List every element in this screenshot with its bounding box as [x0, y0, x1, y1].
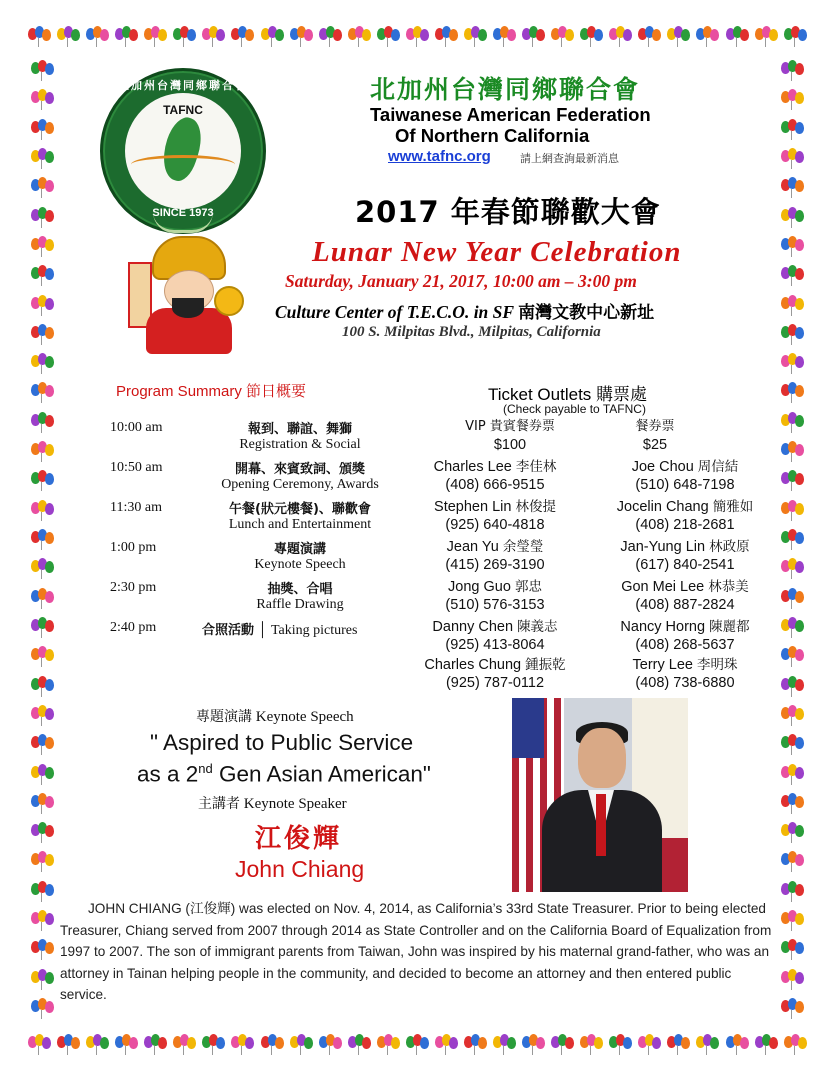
balloon-icon	[522, 1034, 546, 1056]
balloon-icon	[31, 119, 55, 141]
contact-name-line	[595, 618, 775, 636]
speaker-portrait	[512, 698, 688, 892]
contact-name-line	[405, 498, 585, 516]
program-en: Lunch and Entertainment	[228, 517, 372, 532]
keynote-title-line2	[137, 761, 431, 788]
balloon-icon	[781, 177, 805, 199]
balloon-icon	[781, 617, 805, 639]
website-note: 請上網查詢最新消息	[520, 152, 619, 165]
balloon-icon	[781, 676, 805, 698]
event-date-text: January 21, 2017,	[353, 271, 493, 291]
tie	[596, 794, 606, 856]
balloon-icon	[781, 265, 805, 287]
balloon-border-left	[28, 60, 58, 1020]
balloon-icon	[31, 705, 55, 727]
event-title-en: Lunar New Year Celebration	[312, 236, 682, 268]
program-zh: 開幕、來賓致詞、頒獎	[234, 462, 365, 477]
balloon-icon	[580, 1034, 604, 1056]
contact-name-zh: 林恭美	[708, 579, 749, 595]
balloon-icon	[31, 89, 55, 111]
balloon-icon	[781, 295, 805, 317]
balloon-icon	[781, 500, 805, 522]
balloon-icon	[290, 1034, 314, 1056]
balloon-icon	[173, 1034, 197, 1056]
balloon-icon	[31, 764, 55, 786]
program-zh: 抽獎、合唱	[267, 582, 333, 597]
balloon-icon	[348, 1034, 372, 1056]
program-zh: 專題演講	[273, 542, 326, 557]
ticket-contact	[595, 498, 775, 534]
balloon-icon	[57, 26, 81, 48]
contact-name-zh: 李明珠	[696, 657, 738, 673]
balloon-icon	[28, 1034, 52, 1056]
balloon-icon	[31, 441, 55, 463]
program-separator: │	[254, 623, 271, 638]
balloon-icon	[435, 26, 459, 48]
balloon-icon	[781, 412, 805, 434]
contact-phone: (408) 218-2681	[635, 517, 735, 533]
program-zh: 合照活動	[202, 623, 255, 638]
balloon-icon	[31, 324, 55, 346]
program-item	[110, 458, 410, 498]
head	[578, 728, 626, 788]
speaker-label-zh: 主講者	[198, 796, 240, 812]
balloon-icon	[781, 998, 805, 1020]
program-en: Keynote Speech	[254, 557, 346, 572]
balloon-icon	[781, 470, 805, 492]
contact-name-line	[405, 538, 585, 556]
balloon-icon	[31, 295, 55, 317]
keynote-title-line1: " Aspired to Public Service	[150, 730, 414, 755]
balloon-icon	[31, 910, 55, 932]
balloon-icon	[781, 529, 805, 551]
balloon-icon	[144, 26, 168, 48]
program-title-en: Program Summary	[116, 383, 247, 400]
balloon-border-bottom	[28, 1030, 808, 1060]
balloon-icon	[781, 207, 805, 229]
balloon-icon	[784, 26, 808, 48]
beard-icon	[172, 298, 204, 318]
balloon-icon	[290, 26, 314, 48]
balloon-icon	[781, 558, 805, 580]
balloon-icon	[86, 26, 110, 48]
program-time: 2:40 pm	[110, 620, 157, 635]
balloon-icon	[31, 412, 55, 434]
logo-ring-text: 北加州台灣同鄉聯合會	[118, 80, 248, 92]
god-of-wealth-illustration	[122, 236, 242, 354]
balloon-icon	[377, 26, 401, 48]
balloon-icon	[173, 26, 197, 48]
contact-name-zh: 余瑩瑩	[502, 539, 544, 555]
program-zh: 報到、聯誼、舞獅	[247, 422, 352, 437]
logo-since: SINCE 1973	[152, 207, 214, 219]
balloon-icon	[31, 734, 55, 756]
program-item	[110, 418, 410, 458]
ticket-contact	[595, 458, 775, 494]
balloon-icon	[31, 470, 55, 492]
balloon-icon	[86, 1034, 110, 1056]
program-item	[110, 578, 410, 618]
program-zh: 午餐(狀元樓餐)、聯歡會	[229, 502, 371, 517]
contact-name-zh: 林俊提	[515, 499, 556, 515]
balloon-icon	[31, 558, 55, 580]
ticket-contact	[405, 498, 585, 534]
balloon-icon	[580, 26, 604, 48]
contact-name-line	[405, 618, 585, 636]
coin-icon	[214, 286, 244, 316]
balloon-icon	[31, 177, 55, 199]
balloon-icon	[31, 148, 55, 170]
balloon-icon	[781, 851, 805, 873]
us-flag-canton	[512, 698, 544, 758]
balloon-icon	[726, 1034, 750, 1056]
contact-name: Jocelin Chang	[616, 499, 713, 515]
program-en: Taking pictures	[270, 623, 358, 638]
contact-name: Charles Lee	[433, 459, 516, 475]
ticket-contact	[405, 458, 585, 494]
balloon-icon	[31, 265, 55, 287]
contact-name-zh: 陳麗都	[709, 619, 750, 635]
balloon-icon	[31, 881, 55, 903]
keynote-title-post: Gen Asian American"	[212, 761, 431, 787]
balloon-icon	[31, 353, 55, 375]
ticket-title-en: Ticket Outlets	[488, 385, 597, 404]
speaker-bio: JOHN CHIANG (江俊輝) was elected on Nov. 4, 2014, as California’s 33rd State Treasurer. Prior to being elected Treasurer, Chiang served from 2007 through 2014 as State Controller and on the California Board of Equalization from 1997 to 2007. The son of immigrant parents from Taiwan, John was inspired by his maternal grand-father, who was an attorney in Tainan helping people in the community, and decided to become an attorney and then entered public service.	[60, 901, 772, 1002]
balloon-icon	[781, 969, 805, 991]
balloon-icon	[781, 441, 805, 463]
balloon-icon	[781, 881, 805, 903]
ticket-contact	[595, 538, 775, 574]
balloon-icon	[667, 1034, 691, 1056]
balloon-icon	[781, 588, 805, 610]
contact-phone: (408) 268-5637	[635, 637, 735, 653]
ticket-note: (Check payable to TAFNC)	[503, 402, 646, 416]
ticket-contact	[595, 618, 775, 654]
regular-ticket	[570, 418, 740, 454]
contact-name: Jong Guo	[448, 579, 515, 595]
balloon-icon	[115, 1034, 139, 1056]
contact-name-line	[595, 498, 775, 516]
balloon-icon	[781, 705, 805, 727]
program-en: Raffle Drawing	[256, 597, 344, 612]
contact-name-line	[595, 538, 775, 556]
balloon-icon	[202, 26, 226, 48]
contact-phone: (925) 787-0112	[445, 675, 545, 691]
program-title	[116, 380, 306, 401]
ticket-contact	[405, 656, 585, 692]
balloon-icon	[638, 1034, 662, 1056]
balloon-icon	[31, 60, 55, 82]
contact-name: Nancy Horng	[620, 619, 710, 635]
balloon-icon	[781, 236, 805, 258]
contact-phone: (510) 576-3153	[445, 597, 545, 613]
contact-name: Danny Chen	[432, 619, 518, 635]
contact-name-zh: 郭忠	[514, 579, 542, 595]
balloon-icon	[667, 26, 691, 48]
program-time: 2:30 pm	[110, 580, 157, 595]
regular-ticket-price: $25	[642, 437, 668, 453]
ticket-contact	[405, 618, 585, 654]
program-time: 10:50 am	[110, 460, 163, 475]
balloon-icon	[28, 26, 52, 48]
ticket-contact	[405, 578, 585, 614]
balloon-icon	[781, 793, 805, 815]
balloon-icon	[464, 1034, 488, 1056]
contact-name: Jan-Yung Lin	[620, 539, 710, 555]
website-link[interactable]: www.tafnc.org	[388, 148, 491, 165]
keynote-title-sup: nd	[198, 761, 213, 776]
contact-name-zh: 簡雅如	[712, 499, 754, 515]
balloon-icon	[781, 822, 805, 844]
balloon-icon	[493, 26, 517, 48]
speaker-name-en: John Chiang	[235, 856, 365, 882]
balloon-icon	[551, 1034, 575, 1056]
balloon-icon	[781, 382, 805, 404]
balloon-icon	[781, 148, 805, 170]
balloon-icon	[781, 89, 805, 111]
balloon-icon	[781, 910, 805, 932]
contact-phone: (925) 413-8064	[445, 637, 545, 653]
venue-en: Culture Center of T.E.C.O. in SF	[275, 302, 519, 322]
contact-name-line	[405, 656, 585, 674]
program-item	[110, 498, 410, 538]
keynote-label-zh: 專題演講	[196, 709, 252, 725]
contact-name: Charles Chung	[424, 657, 526, 673]
tafnc-logo	[100, 68, 266, 234]
balloon-icon	[261, 1034, 285, 1056]
balloon-icon	[31, 646, 55, 668]
speaker-label-en: Keynote Speaker	[240, 796, 347, 812]
balloon-icon	[784, 1034, 808, 1056]
balloon-icon	[522, 26, 546, 48]
balloon-icon	[638, 26, 662, 48]
contact-name-line	[595, 578, 775, 596]
balloon-icon	[31, 207, 55, 229]
speaker-label	[198, 793, 347, 813]
balloon-border-right	[778, 60, 808, 1020]
vip-ticket-price: $100	[493, 437, 527, 453]
balloon-icon	[319, 1034, 343, 1056]
keynote-label-en: Keynote Speech	[252, 709, 354, 725]
balloon-icon	[31, 236, 55, 258]
balloon-border-top	[28, 22, 808, 52]
event-title-zh: 2017 年春節聯歡大會	[355, 195, 661, 229]
contact-name-line	[595, 458, 775, 476]
balloon-icon	[493, 1034, 517, 1056]
speaker-name-zh: 江俊輝	[255, 824, 343, 854]
contact-name-line	[405, 578, 585, 596]
balloon-icon	[755, 26, 779, 48]
balloon-icon	[406, 1034, 430, 1056]
program-en: Opening Ceremony, Awards	[221, 477, 379, 492]
org-name-zh: 北加州台灣同鄉聯合會	[370, 75, 641, 104]
balloon-icon	[726, 26, 750, 48]
logo-emblem	[125, 93, 241, 209]
balloon-icon	[781, 734, 805, 756]
event-date	[285, 271, 637, 292]
balloon-icon	[31, 529, 55, 551]
balloon-icon	[31, 998, 55, 1020]
contact-name-zh: 鍾振乾	[525, 657, 566, 673]
balloon-icon	[319, 26, 343, 48]
logo-abbr: TAFNC	[163, 103, 203, 117]
event-time: 10:00 am – 3:00 pm	[492, 271, 637, 291]
balloon-icon	[377, 1034, 401, 1056]
contact-phone: (408) 738-6880	[635, 675, 735, 691]
balloon-icon	[261, 26, 285, 48]
balloon-icon	[781, 60, 805, 82]
balloon-icon	[755, 1034, 779, 1056]
org-name-en-line1: Taiwanese American Federation	[370, 104, 651, 125]
balloon-icon	[435, 1034, 459, 1056]
balloon-icon	[31, 382, 55, 404]
balloon-icon	[144, 1034, 168, 1056]
balloon-icon	[57, 1034, 81, 1056]
program-time: 10:00 am	[110, 420, 163, 435]
contact-name-line	[405, 458, 585, 476]
balloon-icon	[781, 939, 805, 961]
balloon-icon	[31, 793, 55, 815]
keynote-label	[196, 706, 354, 726]
contact-phone: (925) 640-4818	[445, 517, 545, 533]
contact-name-zh: 林政原	[709, 539, 750, 555]
balloon-icon	[231, 1034, 255, 1056]
balloon-icon	[781, 353, 805, 375]
balloon-icon	[31, 822, 55, 844]
balloon-icon	[115, 26, 139, 48]
balloon-icon	[696, 26, 720, 48]
program-single-line	[202, 619, 357, 639]
program-title-zh: 節日概要	[246, 382, 307, 400]
balloon-icon	[202, 1034, 226, 1056]
golden-gate-bridge-icon	[131, 155, 235, 174]
balloon-icon	[31, 851, 55, 873]
ticket-contact	[595, 578, 775, 614]
event-address: 100 S. Milpitas Blvd., Milpitas, California	[342, 324, 601, 340]
balloon-icon	[781, 764, 805, 786]
contact-phone: (408) 887-2824	[635, 597, 735, 613]
program-time: 11:30 am	[110, 500, 162, 515]
contact-name: Jean Yu	[446, 539, 503, 555]
ticket-title-zh: 購票處	[596, 385, 648, 405]
balloon-icon	[696, 1034, 720, 1056]
balloon-icon	[609, 1034, 633, 1056]
balloon-icon	[31, 500, 55, 522]
venue-zh: 南灣文教中心新址	[518, 303, 655, 323]
balloon-icon	[31, 969, 55, 991]
balloon-icon	[781, 646, 805, 668]
ticket-contact	[595, 656, 775, 692]
balloon-icon	[31, 588, 55, 610]
org-name-en-line2: Of Northern California	[395, 125, 590, 146]
program-time: 1:00 pm	[110, 540, 157, 555]
vip-ticket-label: VIP 貴賓餐券票	[465, 419, 555, 434]
balloon-icon	[781, 324, 805, 346]
keynote-title-pre: as a 2	[137, 761, 199, 787]
balloon-icon	[31, 939, 55, 961]
program-en: Registration & Social	[239, 437, 361, 452]
contact-name-line	[595, 656, 775, 674]
balloon-icon	[348, 26, 372, 48]
contact-name: Joe Chou	[631, 459, 698, 475]
balloon-icon	[781, 119, 805, 141]
balloon-icon	[551, 26, 575, 48]
contact-name-zh: 李佳林	[515, 459, 557, 475]
contact-name: Stephen Lin	[434, 499, 516, 515]
balloon-icon	[464, 26, 488, 48]
program-item	[110, 618, 410, 658]
contact-name: Terry Lee	[632, 657, 697, 673]
balloon-icon	[609, 26, 633, 48]
contact-phone: (408) 666-9515	[445, 477, 545, 493]
contact-name-zh: 周信結	[697, 459, 739, 475]
contact-phone: (617) 840-2541	[635, 557, 735, 573]
event-day: Saturday,	[285, 271, 354, 291]
ticket-contact	[405, 538, 585, 574]
program-item	[110, 538, 410, 578]
contact-phone: (415) 269-3190	[445, 557, 545, 573]
event-venue	[275, 298, 654, 323]
balloon-icon	[31, 617, 55, 639]
regular-ticket-label: 餐券票	[635, 419, 675, 434]
balloon-icon	[31, 676, 55, 698]
contact-name: Gon Mei Lee	[621, 579, 709, 595]
laurel-icon	[153, 212, 213, 233]
balloon-icon	[406, 26, 430, 48]
contact-phone: (510) 648-7198	[635, 477, 735, 493]
balloon-icon	[231, 26, 255, 48]
contact-name-zh: 陳義志	[517, 619, 558, 635]
